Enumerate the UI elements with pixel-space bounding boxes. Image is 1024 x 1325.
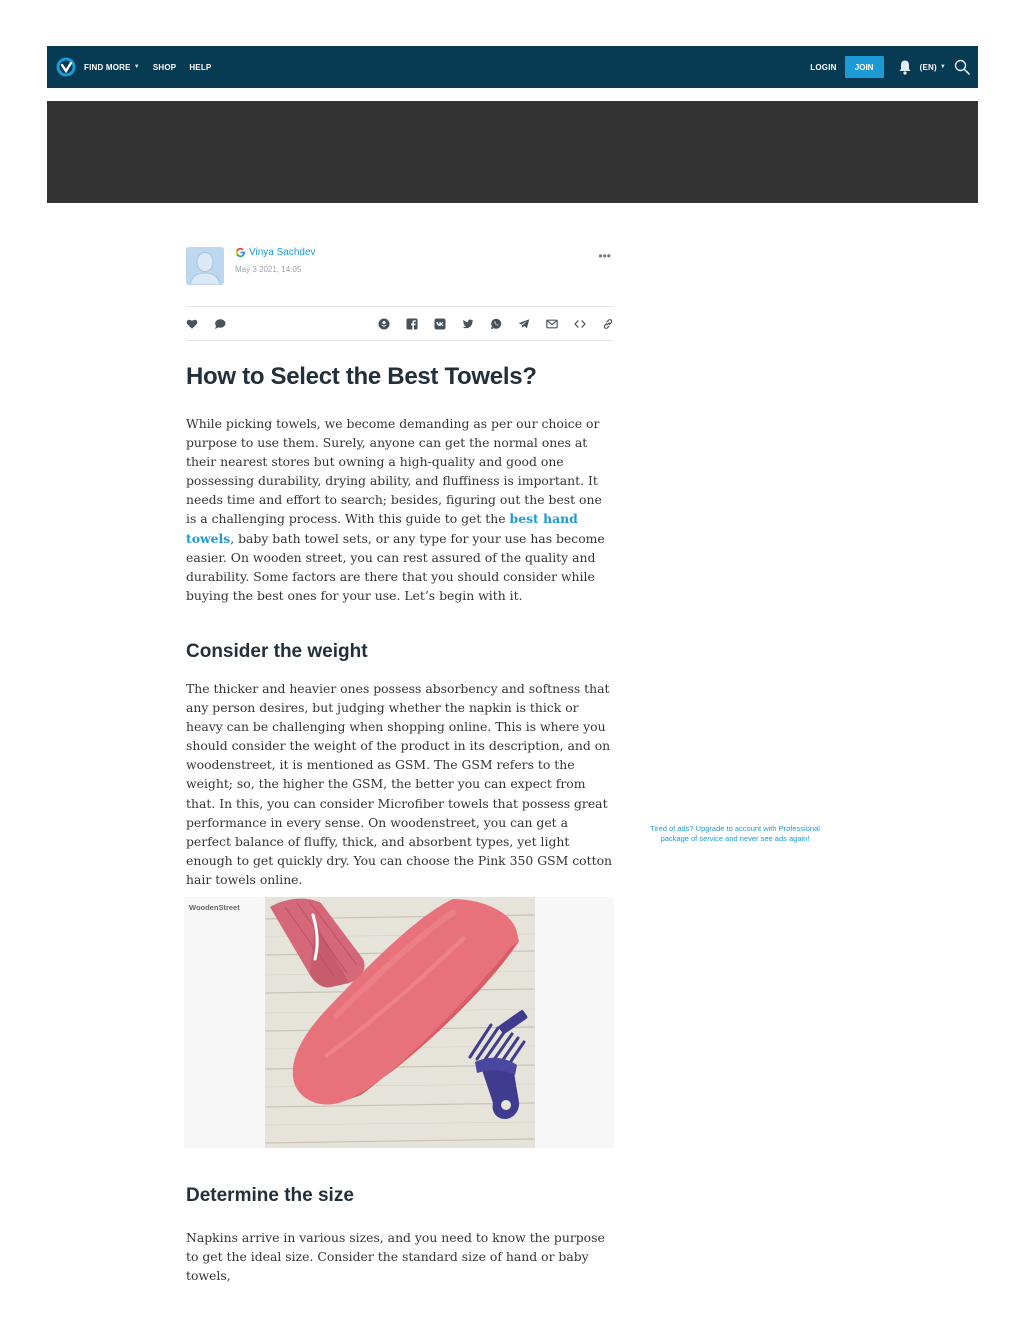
upgrade-ad-notice-link[interactable]: Tired of ads? Upgrade to account with Professional package of service and never see ads again! [650, 824, 820, 843]
heart-icon[interactable] [186, 318, 198, 330]
email-icon[interactable] [546, 318, 558, 330]
find-more-label: FIND MORE [84, 62, 131, 72]
login-link[interactable]: LOGIN [810, 62, 837, 72]
default-user-icon [186, 247, 224, 285]
site-logo-icon[interactable] [56, 57, 76, 77]
comment-icon[interactable] [214, 318, 226, 330]
article [186, 245, 614, 1284]
chevron-down-icon: ▼ [939, 64, 946, 70]
facebook-icon[interactable] [406, 318, 418, 330]
telegram-icon[interactable] [518, 318, 530, 330]
top-navigation-bar [47, 46, 978, 88]
language-selector[interactable] [920, 63, 946, 72]
intro-text-start: While picking towels, we become demanding as per our choice or purpose to use them. Surely, anyone can get the normal ones at their nearest stores but owning a high-quality and good one possessing durability, drying ability, and fluffiness is important. It needs time and effort to search; besides, figuring out the best one is a challenging process. With this guide to get the [186, 416, 602, 527]
link-icon[interactable] [602, 318, 614, 330]
search-icon[interactable] [954, 59, 970, 75]
avatar[interactable] [186, 247, 224, 285]
intro-paragraph [186, 414, 614, 605]
author-link[interactable] [235, 247, 316, 258]
weight-paragraph: The thicker and heavier ones possess absorbency and softness that any person desires, but judging whether the napkin is thick or heavy can be challenging when shopping online. This is where you should consider the weight of the product in its description, and on woodenstreet, it is mentioned as GSM. The GSM refers to the weight; so, the higher the GSM, the better you can expect from that. In this, you can consider Microfiber towels that possess great performance in every sense. On woodenstreet, you can get a perfect balance of fluffy, thick, and absorbent types, yet light enough to get quickly dry. You can choose the Pink 350 GSM cotton hair towels online. [186, 681, 613, 887]
odnoklassniki-icon[interactable] [378, 318, 390, 330]
join-button[interactable]: JOIN [845, 56, 884, 78]
section-heading-weight: Consider the weight [186, 641, 368, 662]
section-heading-size: Determine the size [186, 1185, 354, 1206]
pink-hair-towel-photo [265, 897, 535, 1148]
size-paragraph: Napkins arrive in various sizes, and you need to know the purpose to get the ideal size. Consider the standard size of hand or baby towels, [186, 1230, 605, 1284]
bell-icon[interactable] [898, 59, 912, 75]
whatsapp-icon[interactable] [490, 318, 502, 330]
chevron-down-icon: ▼ [133, 64, 140, 70]
woodenstreet-logo: WoodenStreet [189, 903, 240, 912]
author-header [186, 245, 614, 290]
google-icon [235, 247, 246, 258]
action-bar [186, 306, 614, 341]
article-image [184, 897, 614, 1148]
twitter-icon[interactable] [462, 318, 474, 330]
ad-banner-area [47, 101, 978, 203]
help-link[interactable]: HELP [189, 62, 212, 72]
best-hand-towels-link[interactable]: best hand towels [186, 511, 578, 546]
vk-icon[interactable] [434, 318, 446, 330]
language-label: (EN) [919, 62, 937, 72]
shop-link[interactable]: SHOP [152, 62, 177, 72]
embed-icon[interactable] [574, 318, 586, 330]
more-options-icon[interactable]: ••• [598, 249, 611, 263]
find-more-menu[interactable] [84, 63, 140, 72]
post-date: May 3 2021, 14:05 [235, 265, 302, 274]
article-title: How to Select the Best Towels? [186, 363, 537, 390]
author-name: Vinya Sachdev [249, 247, 316, 258]
intro-text-end: , baby bath towel sets, or any type for your use has become easier. On wooden street, you can rest assured of the quality and durability. Some factors are there that you should consider while buying the best ones for your use. Let’s begin with it. [186, 530, 605, 603]
